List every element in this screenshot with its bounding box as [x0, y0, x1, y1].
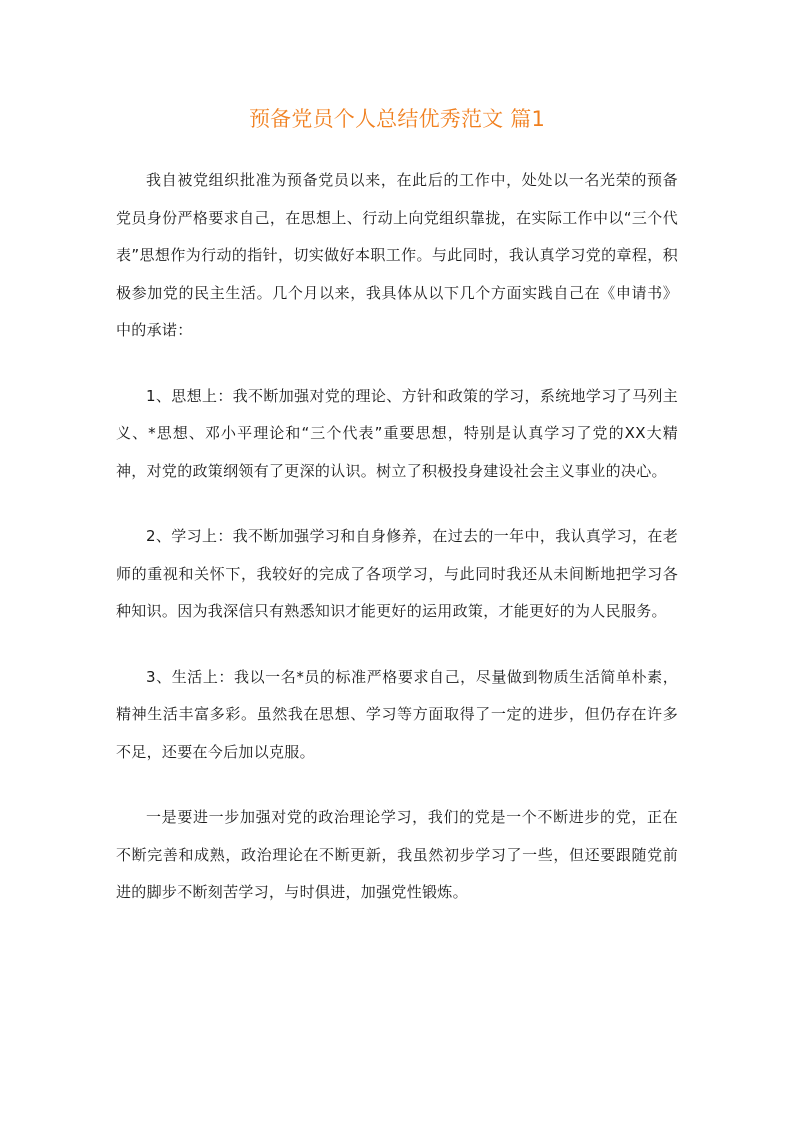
paragraph-improvement: 一是要进一步加强对党的政治理论学习，我们的党是一个不断进步的党，正在不断完善和成熟，政治理论在不断更新，我虽然初步学习了一些，但还要跟随党前进的脚步不断刻苦学习，与时俱进，加强党性锻炼。	[116, 808, 678, 901]
paragraph-thought: 1、思想上：我不断加强对党的理论、方针和政策的学习，系统地学习了马列主义、*思想、邓小平理论和“三个代表”重要思想，特别是认真学习了党的XX大精神，对党的政策纲领有了更深的认识。树立了积极投身建设社会主义事业的决心。	[116, 386, 678, 480]
paragraph-intro: 我自被党组织批准为预备党员以来，在此后的工作中，处处以一名光荣的预备党员身份严格要求自己，在思想上、行动上向党组织靠拢，在实际工作中以“三个代表”思想作为行动的指针，切实做好本职工作。与此同时，我认真学习党的章程，积极参加党的民主生活。几个月以来，我具体从以下几个方面实践自己在《申请书》中的承诺：	[116, 171, 678, 339]
document-title: 预备党员个人总结优秀范文 篇1	[248, 107, 546, 131]
paragraph-study: 2、学习上：我不断加强学习和自身修养，在过去的一年中，我认真学习，在老师的重视和关怀下，我较好的完成了各项学习，与此同时我还从未间断地把学习各种知识。因为我深信只有熟悉知识才能更好的运用政策，才能更好的为人民服务。	[116, 527, 678, 620]
paragraph-life: 3、生活上：我以一名*员的标准严格要求自己，尽量做到物质生活简单朴素，精神生活丰富多彩。虽然我在思想、学习等方面取得了一定的进步，但仍存在许多不足，还要在今后加以克服。	[116, 667, 678, 761]
